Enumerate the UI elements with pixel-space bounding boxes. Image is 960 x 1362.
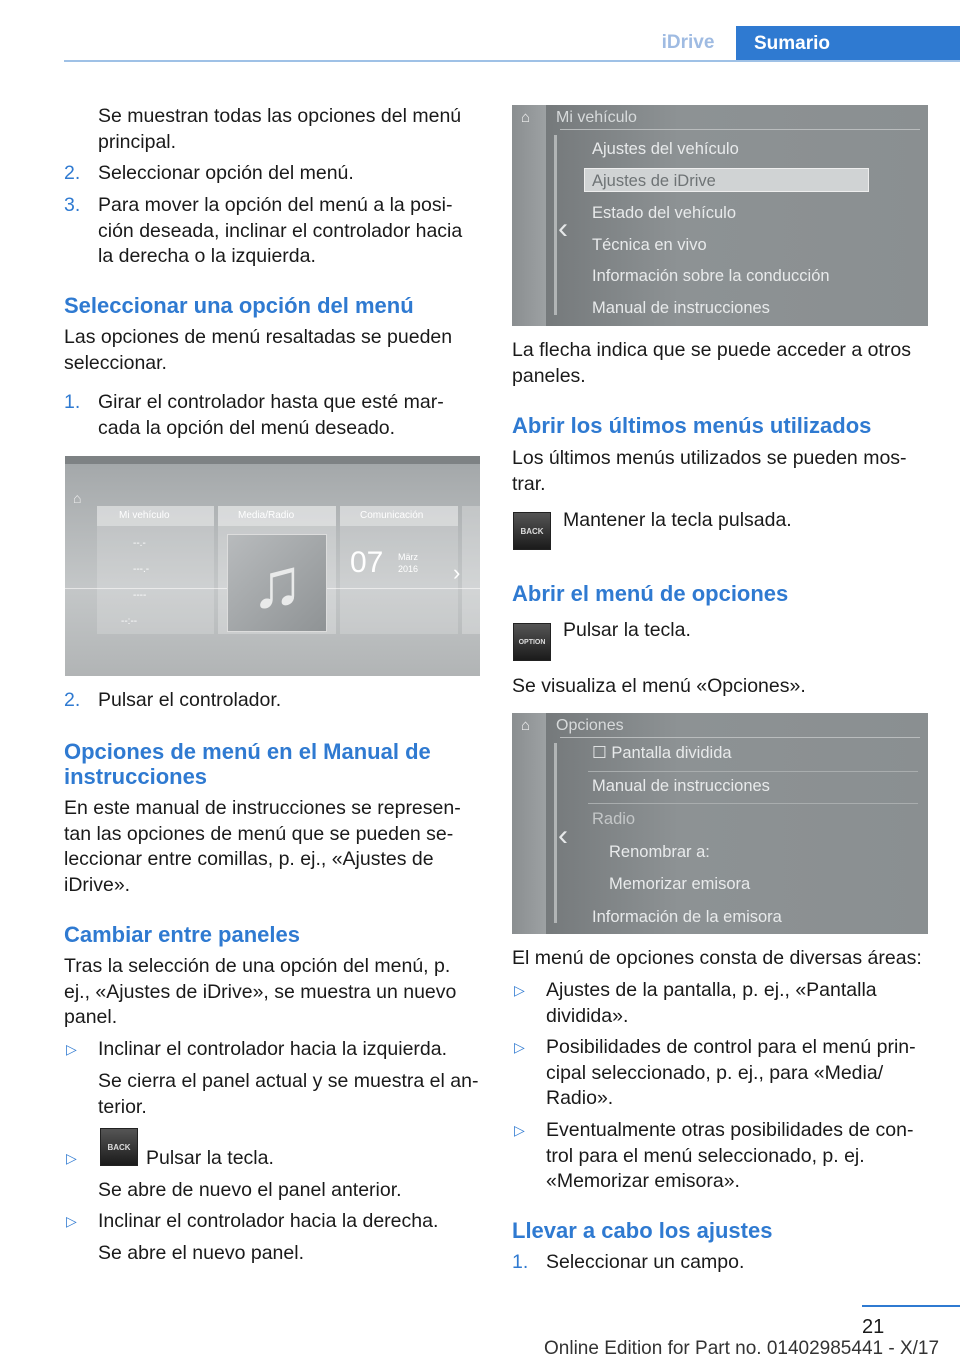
screen-top-bar xyxy=(65,456,480,464)
header-tab-sumario[interactable]: Sumario xyxy=(736,26,960,62)
page-number: 21 xyxy=(862,1316,885,1338)
footer-rule xyxy=(862,1305,960,1307)
bullet-subtext: Se abre de nuevo el panel anterior. xyxy=(98,1179,402,1201)
menu-screen-opciones xyxy=(512,713,928,934)
menu-item[interactable]: Manual de instrucciones xyxy=(592,777,770,795)
step-number: 2. xyxy=(64,162,81,184)
option-key-icon: OPTION xyxy=(513,623,551,661)
tile-value: ---- xyxy=(133,590,147,601)
menu-separator xyxy=(588,771,918,772)
menu-item[interactable]: Memorizar emisora xyxy=(609,875,751,893)
step-number: 2. xyxy=(64,689,81,711)
bullet-text: Inclinar el controlador hacia la izquierda. xyxy=(98,1038,448,1060)
menu-item[interactable]: Información de la emisora xyxy=(592,908,782,926)
menu-title: Mi vehículo xyxy=(556,109,637,126)
bullet-subtext: Se abre el nuevo panel. xyxy=(98,1242,304,1264)
paragraph: El menú de opciones consta de diversas áreas: xyxy=(512,947,922,969)
bullet-triangle-icon: ▷ xyxy=(66,1213,77,1229)
menu-scroll-line xyxy=(554,743,557,923)
idrive-main-screen xyxy=(65,456,480,676)
bullet-text: Ajustes de la pantalla, p. ej., «Pantalla dividida». xyxy=(546,979,877,1027)
step-text: Girar el controlador hasta que esté mar- cada la opción del menú deseado. xyxy=(98,391,444,439)
menu-item[interactable]: Técnica en vivo xyxy=(592,236,707,254)
chevron-right-icon: › xyxy=(453,560,461,585)
step-text: Seleccionar un campo. xyxy=(546,1251,745,1273)
paragraph: Los últimos menús utilizados se pueden mos- trar. xyxy=(512,447,907,495)
paragraph: Las opciones de menú resaltadas se pueden seleccionar. xyxy=(64,326,453,374)
home-icon: ⌂ xyxy=(73,490,82,506)
step-text: Pulsar el controlador. xyxy=(98,689,282,711)
menu-item[interactable]: Información sobre la conducción xyxy=(592,267,830,285)
tile-label: Mi vehículo xyxy=(119,510,170,521)
bullet-text: Posibilidades de control para el menú prin- cipal seleccionado, p. ej., para «Media/ Radio». xyxy=(546,1036,916,1109)
paragraph: Se visualiza el menú «Opciones». xyxy=(512,675,806,697)
back-key-icon: BACK xyxy=(100,1128,138,1166)
chevron-left-icon: ‹ xyxy=(558,819,568,852)
bullet-triangle-icon: ▷ xyxy=(514,1122,525,1138)
tile-partial xyxy=(462,506,480,634)
heading: Seleccionar una opción del menú xyxy=(64,293,414,318)
menu-separator xyxy=(588,803,918,804)
bullet-triangle-icon: ▷ xyxy=(66,1041,77,1057)
tile-comunicacion xyxy=(340,506,461,634)
calendar-year: 2016 xyxy=(398,564,419,574)
menu-scroll-line xyxy=(554,135,557,315)
chevron-left-icon: ‹ xyxy=(558,212,568,245)
bullet-triangle-icon: ▷ xyxy=(514,982,525,998)
bullet-subtext: Se cierra el panel actual y se muestra el an- terior. xyxy=(98,1070,479,1118)
menu-item[interactable]: Estado del vehículo xyxy=(592,204,737,222)
tile-mi-vehiculo xyxy=(97,506,214,634)
tile-label: Media/Radio xyxy=(238,510,295,521)
step-number: 1. xyxy=(512,1251,529,1273)
tile-value: ---.- xyxy=(133,564,150,575)
header-section: iDrive xyxy=(661,32,715,53)
music-note-icon: ♫ xyxy=(227,534,327,632)
menu-section-label: Radio xyxy=(592,810,636,828)
heading: Opciones de menú en el Manual de instrucciones xyxy=(64,739,431,789)
menu-item-selected[interactable]: Ajustes de iDrive xyxy=(592,172,716,190)
heading: Abrir los últimos menús utilizados xyxy=(512,413,872,438)
bullet-text: Pulsar la tecla. xyxy=(146,1147,274,1169)
paragraph: Tras la selección de una opción del menú, p. ej., «Ajustes de iDrive», se muestra un nuevo panel. xyxy=(64,955,457,1028)
step-text: Seleccionar opción del menú. xyxy=(98,162,354,184)
back-key-icon: BACK xyxy=(513,512,551,550)
heading: Abrir el menú de opciones xyxy=(512,581,789,606)
step-number: 3. xyxy=(64,194,81,216)
bullet-text: Inclinar el controlador hacia la derecha. xyxy=(98,1210,439,1232)
menu-side-bar xyxy=(512,713,546,934)
step-text: Para mover la opción del menú a la posi- ción deseada, inclinar el controlador hacia la derecha o la izquierda. xyxy=(98,194,463,267)
menu-divider xyxy=(560,129,920,130)
bullet-text: Eventualmente otras posibilidades de con- trol para el menú seleccionado, p. ej. «Memorizar emisora». xyxy=(546,1119,914,1192)
heading: Cambiar entre paneles xyxy=(64,922,300,947)
paragraph: Se muestran todas las opciones del menú principal. xyxy=(98,105,462,153)
tile-value: --.- xyxy=(133,538,146,549)
step-number: 1. xyxy=(64,391,81,413)
calendar-day: 07 xyxy=(350,546,384,579)
menu-item[interactable]: Manual de instrucciones xyxy=(592,299,770,317)
menu-item[interactable]: Renombrar a: xyxy=(609,843,710,861)
menu-item[interactable]: Ajustes del vehículo xyxy=(592,140,739,158)
paragraph: En este manual de instrucciones se represen- tan las opciones de menú que se pueden se- leccionar entre comillas, p. ej., «Ajustes de iDrive». xyxy=(64,797,461,896)
menu-divider xyxy=(560,737,920,738)
header-rule xyxy=(64,60,960,62)
paragraph: La flecha indica que se puede acceder a otros paneles. xyxy=(512,339,911,387)
home-icon: ⌂ xyxy=(521,717,531,734)
heading: Llevar a cabo los ajustes xyxy=(512,1218,773,1243)
menu-title: Opciones xyxy=(556,717,624,734)
home-icon: ⌂ xyxy=(521,109,531,126)
tile-label: Comunicación xyxy=(360,510,424,521)
bullet-triangle-icon: ▷ xyxy=(66,1150,77,1166)
footer-edition: Online Edition for Part no. 01402985441 - X/17 xyxy=(544,1338,940,1359)
menu-screen-mi-vehiculo xyxy=(512,105,928,326)
tile-value: --:-- xyxy=(121,616,138,627)
paragraph: Mantener la tecla pulsada. xyxy=(563,509,792,531)
bullet-triangle-icon: ▷ xyxy=(514,1039,525,1055)
paragraph: Pulsar la tecla. xyxy=(563,619,691,641)
menu-item[interactable]: ☐ Pantalla dividida xyxy=(592,744,732,762)
calendar-month: März xyxy=(398,552,418,562)
menu-side-bar xyxy=(512,105,546,326)
tile-media-radio xyxy=(218,506,336,634)
